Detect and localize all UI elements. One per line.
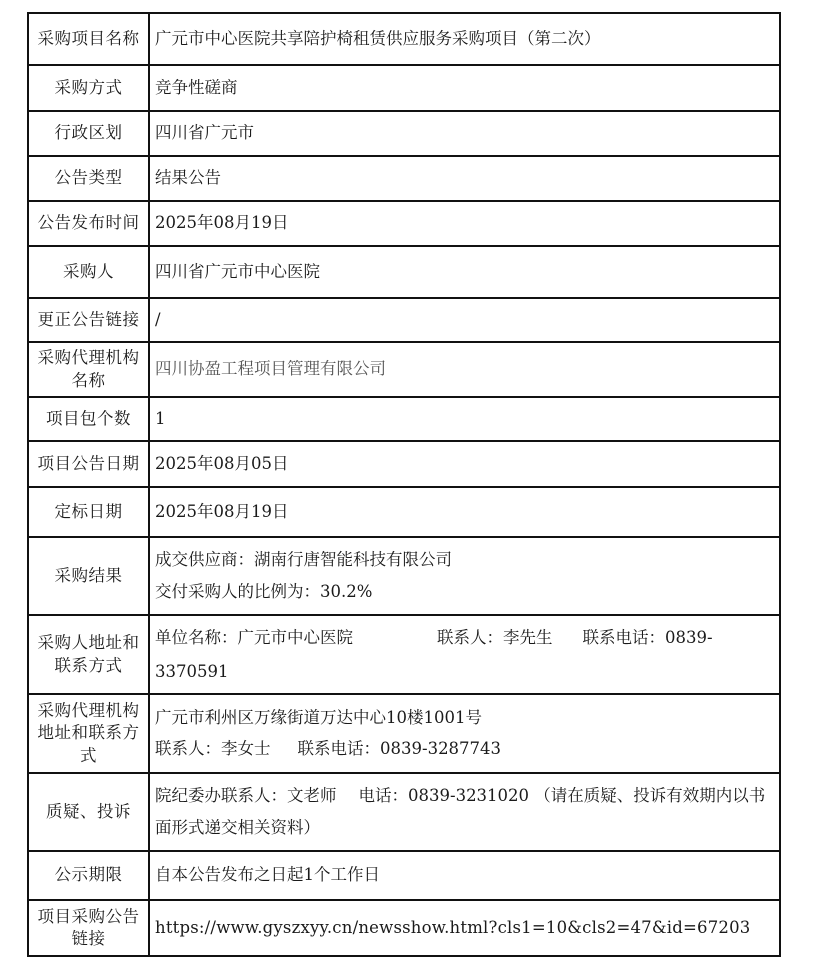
- table-row: [28, 537, 780, 615]
- row-label: 公告类型: [28, 156, 149, 201]
- contact-person: 联系人：李先生: [437, 627, 553, 647]
- table-row: [28, 397, 780, 441]
- table-row: [28, 900, 780, 956]
- row-value: [149, 773, 780, 851]
- row-value: 1: [149, 397, 780, 441]
- row-value: [149, 694, 780, 773]
- row-label: 行政区划: [28, 111, 149, 156]
- row-label: 公示期限: [28, 851, 149, 900]
- label-line: 名称: [71, 370, 106, 390]
- announcement-link[interactable]: https://www.gyszxyy.cn/newsshow.html?cls1=10&cls2=47&id=67203: [149, 900, 780, 956]
- table-row: [28, 694, 780, 773]
- table-row: [28, 487, 780, 537]
- row-value: 四川协盈工程项目管理有限公司: [149, 342, 780, 397]
- table-row: [28, 246, 780, 298]
- unit-name: 单位名称：广元市中心医院: [155, 627, 353, 647]
- row-label: 采购方式: [28, 65, 149, 111]
- table-row: [28, 342, 780, 397]
- row-label: [28, 694, 149, 773]
- agency-contact: 联系人：李女士: [155, 739, 271, 758]
- row-value: [149, 537, 780, 615]
- row-value: 结果公告: [149, 156, 780, 201]
- table-row: [28, 13, 780, 65]
- complaint-text: 电话：0839-3231020 （请在质疑、投诉有效期内以书面形式递交相关资料）: [155, 785, 766, 837]
- row-value: 2025年08月19日: [149, 201, 780, 246]
- row-label: 采购项目名称: [28, 13, 149, 65]
- row-value: 广元市中心医院共享陪护椅租赁供应服务采购项目（第二次）: [149, 13, 780, 65]
- row-value: 2025年08月19日: [149, 487, 780, 537]
- ratio-line: 交付采购人的比例为：30.2%: [155, 581, 373, 601]
- row-label: 更正公告链接: [28, 298, 149, 342]
- complaint-contact: 院纪委办联系人：文老师: [155, 785, 337, 805]
- label-line: 地址和联系方: [37, 723, 140, 743]
- row-label: [28, 615, 149, 694]
- row-value: 自本公告发布之日起1个工作日: [149, 851, 780, 900]
- correction-link: /: [149, 298, 780, 342]
- row-label: 采购结果: [28, 537, 149, 615]
- row-label: 质疑、投诉: [28, 773, 149, 851]
- row-label: 采购人: [28, 246, 149, 298]
- row-value: 四川省广元市: [149, 111, 780, 156]
- label-line: 式: [80, 745, 97, 765]
- row-value: 2025年08月05日: [149, 441, 780, 487]
- label-line: 项目采购公告: [37, 906, 140, 926]
- agency-phone: 联系电话：0839-3287743: [297, 739, 502, 758]
- row-label: [28, 900, 149, 956]
- table-row: [28, 298, 780, 342]
- label-line: 采购代理机构: [37, 701, 140, 721]
- row-label: 项目包个数: [28, 397, 149, 441]
- table-row: [28, 201, 780, 246]
- row-label: 定标日期: [28, 487, 149, 537]
- contact-phone: 联系电话：0839-3370591: [155, 627, 713, 681]
- procurement-info-table: [27, 12, 781, 957]
- table-row: [28, 111, 780, 156]
- label-line: 采购代理机构: [37, 348, 140, 368]
- row-label: [28, 342, 149, 397]
- label-line: 链接: [71, 929, 106, 948]
- row-label: 公告发布时间: [28, 201, 149, 246]
- table-row: [28, 773, 780, 851]
- supplier-line: 成交供应商：湖南行唐智能科技有限公司: [155, 550, 452, 570]
- label-line: 采购人地址和: [37, 633, 140, 653]
- row-value: 四川省广元市中心医院: [149, 246, 780, 298]
- label-line: 联系方式: [54, 655, 123, 675]
- row-value: 竞争性磋商: [149, 65, 780, 111]
- table-row: [28, 65, 780, 111]
- table-row: [28, 156, 780, 201]
- row-label: 项目公告日期: [28, 441, 149, 487]
- table-row: [28, 441, 780, 487]
- row-value: [149, 615, 780, 694]
- table-row: [28, 851, 780, 900]
- table-row: [28, 615, 780, 694]
- agency-address: 广元市利州区万缘街道万达中心10楼1001号: [155, 707, 482, 727]
